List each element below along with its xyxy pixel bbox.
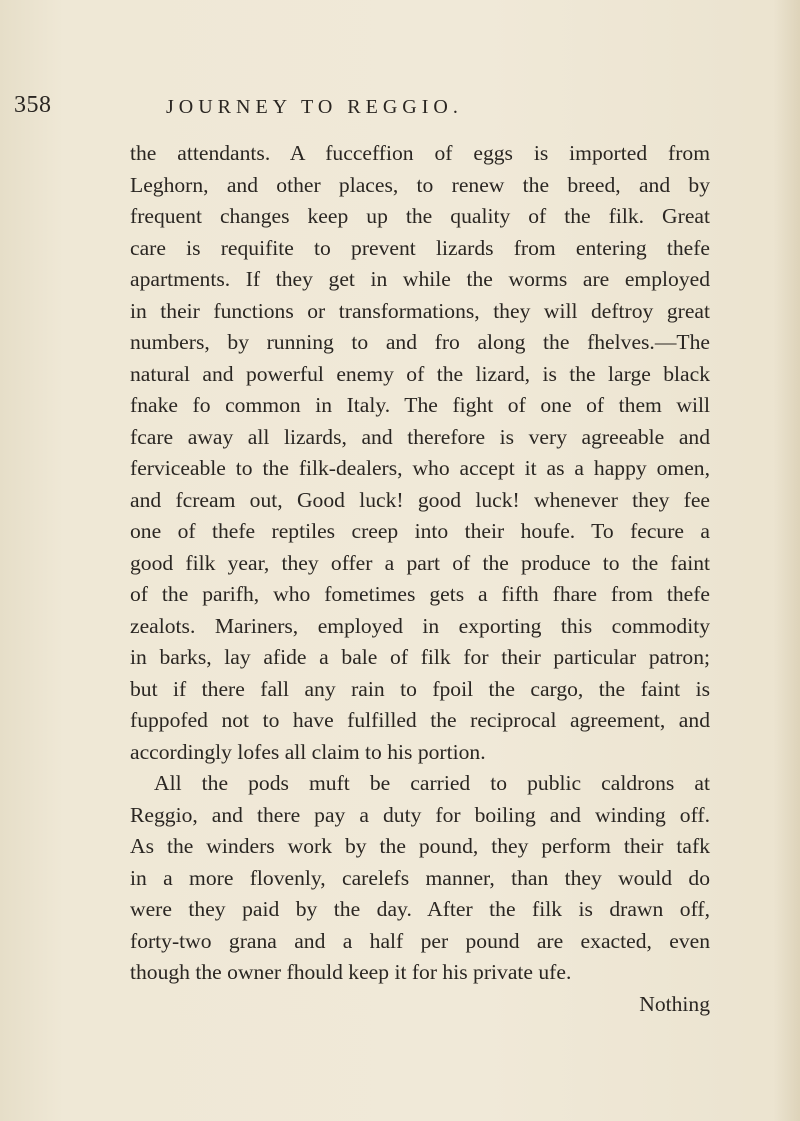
text-line: in their functions or transformations, they will deftroy great <box>130 298 710 323</box>
text-line: numbers, by running to and fro along the fhelves.—The <box>130 330 710 354</box>
text-line: of the parifh, who fometimes gets a fifth fhare from thefe <box>130 582 710 606</box>
text-line: Leghorn, and other places, to renew the breed, and by <box>130 172 710 197</box>
text-line: forty-two grana and a half per pound are exacted, even <box>130 928 710 953</box>
text-line: apartments. If they get in while the worms are employed <box>130 267 710 291</box>
text-line: frequent changes keep up the quality of the filk. Great <box>130 204 710 228</box>
text-line: zealots. Mariners, employed in exporting this commodity <box>130 613 710 638</box>
text-line: were they paid by the day. After the filk is drawn off, <box>130 897 710 921</box>
text-line: though the owner fhould keep it for his private ufe. <box>130 960 572 984</box>
body-text <box>130 138 710 1020</box>
paragraph-1 <box>130 138 710 768</box>
text-line: As the winders work by the pound, they perform their tafk <box>130 834 710 858</box>
text-line: Reggio, and there pay a duty for boiling and winding off. <box>130 802 710 827</box>
page-number: 358 <box>14 92 52 118</box>
text-line: ferviceable to the filk-dealers, who accept it as a happy omen, <box>130 456 710 480</box>
text-line: fuppofed not to have fulfilled the reciprocal agreement, and <box>130 708 710 732</box>
paragraph-2 <box>130 768 710 989</box>
text-line: fcare away all lizards, and therefore is very agreeable and <box>130 424 710 449</box>
text-line: care is requifite to prevent lizards from entering thefe <box>130 235 710 260</box>
page-edge-shading <box>774 0 800 1121</box>
running-head: JOURNEY TO REGGIO. <box>166 96 463 118</box>
text-line: one of thefe reptiles creep into their houfe. To fecure a <box>130 519 710 543</box>
text-line: and fcream out, Good luck! good luck! whenever they fee <box>130 487 710 512</box>
text-line: natural and powerful enemy of the lizard, is the large black <box>130 361 710 386</box>
catchword: Nothing <box>639 991 710 1016</box>
text-line: but if there fall any rain to fpoil the cargo, the faint is <box>130 676 710 701</box>
text-line: good filk year, they offer a part of the produce to the faint <box>130 550 710 575</box>
text-line: All the pods muft be carried to public caldrons at <box>154 771 710 795</box>
text-line: in barks, lay afide a bale of filk for their particular patron; <box>130 645 710 669</box>
text-line: the attendants. A fucceffion of eggs is imported from <box>130 141 710 165</box>
text-line: fnake fo common in Italy. The fight of one of them will <box>130 393 710 417</box>
text-line: accordingly lofes all claim to his portion. <box>130 739 486 764</box>
text-line: in a more flovenly, carelefs manner, than they would do <box>130 865 710 890</box>
